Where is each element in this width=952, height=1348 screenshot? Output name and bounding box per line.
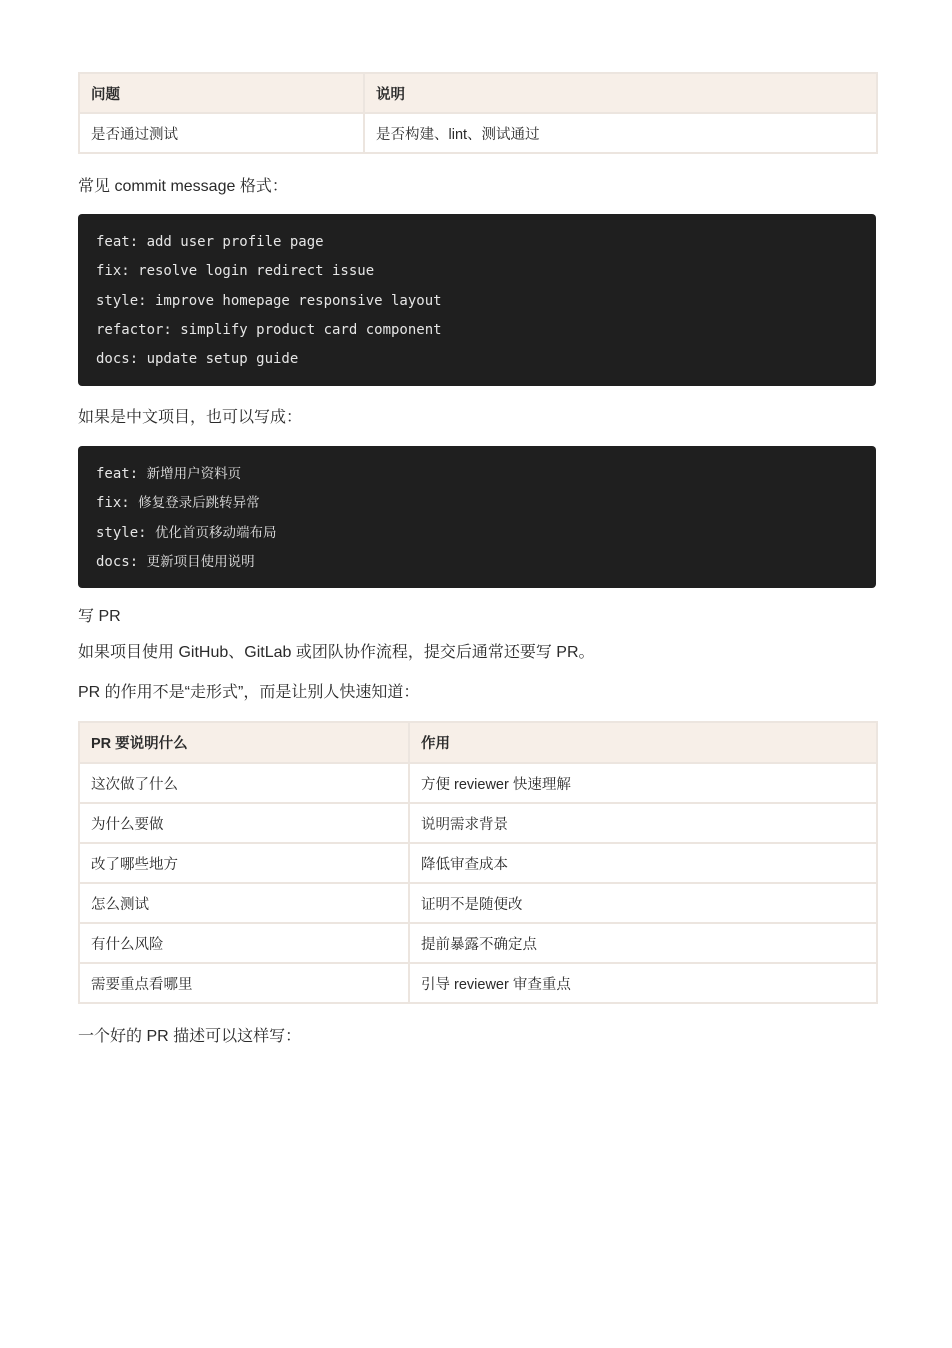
- table-row: [79, 113, 877, 153]
- check-table: [78, 72, 878, 154]
- code-line: refactor: simplify product card component: [96, 321, 442, 338]
- document-page: [78, 72, 876, 1047]
- table-cell: 是否通过测试: [79, 113, 364, 153]
- table-row: [79, 963, 877, 1003]
- code-line: fix: resolve login redirect issue: [96, 263, 375, 280]
- table-cell: 证明不是随便改: [409, 883, 877, 923]
- pr-intro-paragraph: 如果项目使用 GitHub、GitLab 或团队协作流程，提交后通常还要写 PR。: [78, 644, 595, 661]
- table-row: [79, 803, 877, 843]
- code-line: [96, 463, 858, 492]
- code-line: docs: update setup guide: [96, 351, 299, 368]
- table-header-cell: 作用: [409, 722, 877, 763]
- code-keyword: feat:: [96, 466, 139, 482]
- chinese-project-paragraph: 如果是中文项目，也可以写成：: [78, 409, 303, 426]
- table-header-cell: 问题: [79, 73, 364, 113]
- code-line: [96, 522, 858, 551]
- code-text: 新增用户资料页: [146, 466, 242, 482]
- code-text: 修复登录后跳转异常: [138, 495, 260, 512]
- table-cell: 为什么要做: [79, 803, 409, 843]
- code-line: feat: add user profile page: [96, 234, 324, 250]
- table-header-row: [79, 73, 877, 113]
- table-header-cell: 说明: [364, 73, 877, 113]
- table-cell: 怎么测试: [79, 883, 409, 923]
- table-row: [79, 923, 877, 963]
- code-line: [96, 551, 858, 573]
- table-row: [79, 883, 877, 923]
- section-heading-write-pr: 写 PR: [78, 608, 121, 625]
- pr-purpose-paragraph: PR 的作用不是“走形式”，而是让别人快速知道：: [78, 684, 420, 701]
- table-cell: 降低审查成本: [409, 843, 877, 883]
- table-cell: 引导 reviewer 审查重点: [409, 963, 877, 1003]
- table-cell: 需要重点看哪里: [79, 963, 409, 1003]
- table-header-cell: PR 要说明什么: [79, 722, 409, 763]
- table-cell: 方便 reviewer 快速理解: [409, 763, 877, 803]
- table-cell: 是否构建、lint、测试通过: [364, 113, 877, 153]
- commit-format-paragraph: 常见 commit message 格式：: [78, 178, 288, 195]
- table-cell: 提前暴露不确定点: [409, 923, 877, 963]
- table-cell: 改了哪些地方: [79, 843, 409, 883]
- table-row: [79, 843, 877, 883]
- pr-content-table: [78, 721, 878, 1004]
- good-pr-paragraph: 一个好的 PR 描述可以这样写：: [78, 1028, 302, 1045]
- table-cell: 有什么风险: [79, 923, 409, 963]
- code-keyword: style:: [96, 524, 147, 541]
- chinese-commit-code-block: [78, 446, 876, 588]
- table-cell: 这次做了什么: [79, 763, 409, 803]
- code-keyword: fix:: [96, 495, 130, 512]
- code-text: 优化首页移动端布局: [155, 524, 277, 541]
- commit-example-code-block: [78, 214, 876, 386]
- table-header-row: [79, 722, 877, 763]
- code-line: style: improve homepage responsive layout: [96, 292, 442, 309]
- table-row: [79, 763, 877, 803]
- code-text: 更新项目使用说明: [146, 553, 255, 570]
- code-line: [96, 492, 858, 521]
- code-keyword: docs:: [96, 553, 139, 570]
- table-cell: 说明需求背景: [409, 803, 877, 843]
